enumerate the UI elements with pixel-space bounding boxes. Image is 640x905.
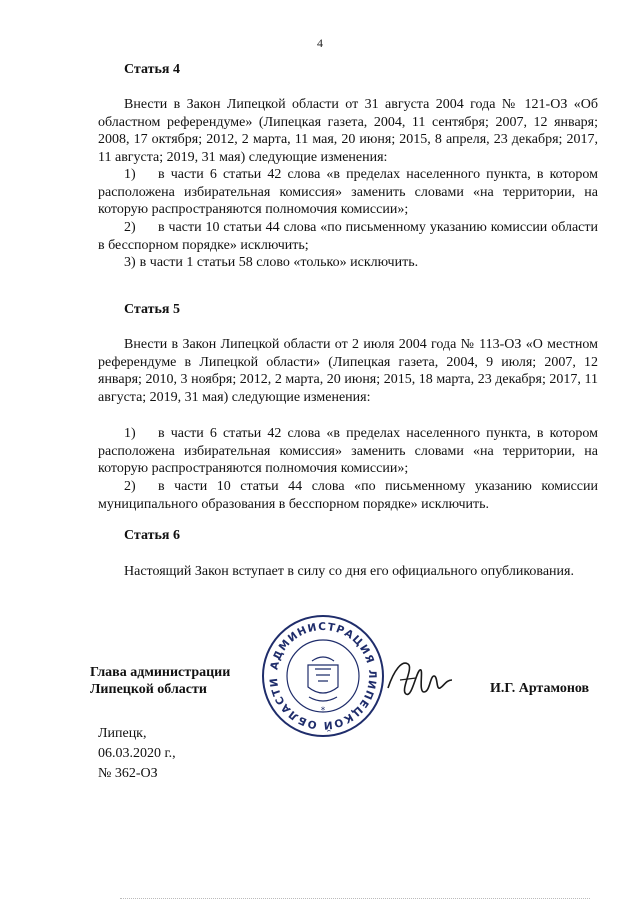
item-text: в части 1 статьи 58 слово «только» исключить. — [139, 255, 419, 270]
article-4-item-1 — [98, 166, 598, 219]
adoption-details — [98, 724, 176, 784]
article-4-heading: Статья 4 — [124, 62, 180, 77]
signatory-title — [90, 664, 230, 698]
item-text: в части 10 статьи 44 слова «по письменному указанию комиссии области в бесспорном порядке» исключить; — [98, 220, 598, 253]
adoption-date: 06.03.2020 г., — [98, 746, 176, 761]
page-number: 4 — [317, 36, 323, 50]
article-5-item-2 — [98, 478, 598, 513]
article-4-intro: Внести в Закон Липецкой области от 31 августа 2004 года № 121-ОЗ «Об областном референдуме» (Липецкая газета, 2004, 11 сентября; 2007, 12 января; 2008, 17 октября; 2012, 2 марта, 11 мая, 20 июня; 2015, 8 апреля, 23 декабря; 2017, 11 августа; 2019, 31 мая) следующие изменения: — [98, 97, 598, 165]
article-6-heading: Статья 6 — [124, 528, 180, 543]
signature-icon — [380, 650, 460, 710]
item-text: в части 10 статьи 44 слова «по письменному указанию комиссии муниципального образования в бесспорном порядке» исключить. — [98, 479, 598, 512]
svg-text:АДМИНИСТРАЦИЯ ЛИПЕЦКОЙ ОБЛАСТИ: АДМИНИСТРАЦИЯ ЛИПЕЦКОЙ ОБЛАСТИ — [267, 620, 379, 732]
article-4-item-2 — [98, 219, 598, 254]
item-text: в части 6 статьи 42 слова «в пределах населенного пункта, в котором расположена избирательная комиссия» заменить словами «на территории, на которую распространяются полномочия комиссии»; — [98, 167, 598, 217]
item-text: в части 6 статьи 42 слова «в пределах населенного пункта, в котором расположена избирательная комиссия» заменить словами «на территории, на которую распространяются полномочия комиссии»; — [98, 426, 598, 476]
signatory-title-line-1: Глава администрации — [90, 665, 231, 680]
article-5-intro: Внести в Закон Липецкой области от 2 июля 2004 года № 113-ОЗ «О местном референдуме в Липецкой области» (Липецкая газета, 2004, 9 июля; 2007, 12 января; 2010, 3 ноября; 2012, 2 марта, 20 июня; 2015, 18 марта, 23 декабря; 2017, 11 августа; 2019, 31 мая) следующие изменения: — [98, 337, 598, 405]
item-number: 2) — [124, 220, 136, 235]
bottom-scan-line — [120, 898, 590, 900]
article-6-text: Настоящий Закон вступает в силу со дня его официального опубликования. — [124, 564, 574, 579]
law-number: № 362-ОЗ — [98, 766, 158, 781]
item-number: 3) — [124, 255, 136, 270]
item-number: 1) — [124, 426, 136, 441]
adoption-city: Липецк, — [98, 726, 147, 741]
signatory-title-line-2: Липецкой области — [90, 682, 207, 697]
handwritten-signature — [380, 650, 460, 715]
signatory-name: И.Г. Артамонов — [490, 681, 590, 696]
article-5-item-1 — [98, 425, 598, 478]
official-seal — [260, 613, 386, 744]
svg-text:*: * — [320, 706, 326, 716]
item-number: 1) — [124, 167, 136, 182]
seal-icon — [260, 613, 386, 739]
item-number: 2) — [124, 479, 136, 494]
article-5-heading: Статья 5 — [124, 302, 180, 317]
article-4-item-3 — [98, 254, 598, 272]
